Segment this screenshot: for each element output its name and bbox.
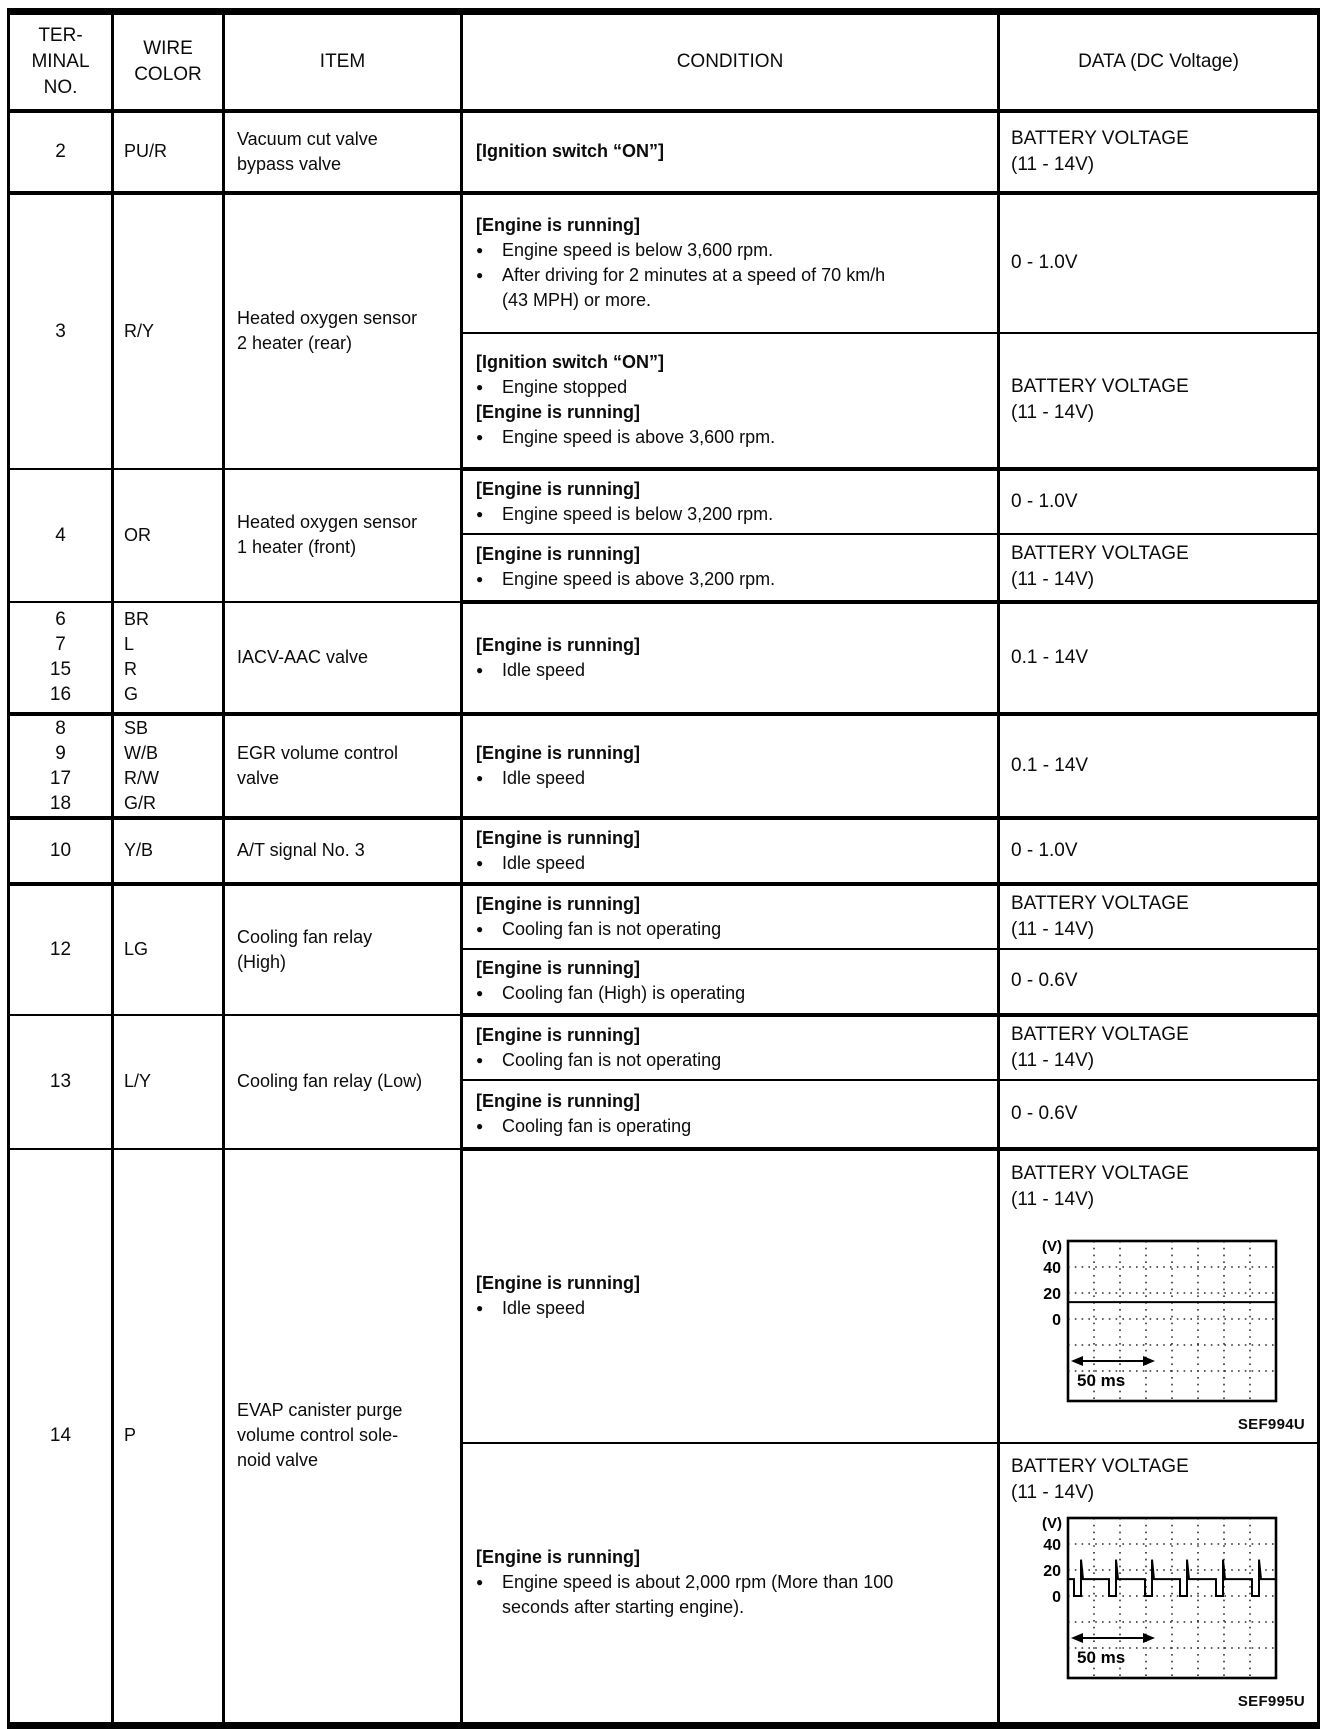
condition-bullet: ● Cooling fan is operating xyxy=(476,1114,987,1139)
svg-text:20: 20 xyxy=(1043,1285,1061,1303)
condition-cell xyxy=(462,1015,999,1080)
col-header-item: ITEM xyxy=(224,12,462,111)
bullet-icon: ● xyxy=(476,1575,484,1590)
item-cell: Heated oxygen sensor 2 heater (rear) xyxy=(224,193,462,469)
terminal-cell: 12 xyxy=(9,884,113,1015)
data-cell: 0 - 1.0V xyxy=(999,818,1319,884)
condition-bullet-continuation: (43 MPH) or more. xyxy=(502,290,652,310)
data-cell: BATTERY VOLTAGE (11 - 14V) xyxy=(999,111,1319,193)
condition-bullet: ● Engine speed is about 2,000 rpm (More than 100 xyxy=(476,1570,987,1595)
wire-color-cell: PU/R xyxy=(113,111,224,193)
condition-cell xyxy=(462,714,999,818)
table-row-terminal-14 xyxy=(9,1149,1319,1443)
condition-bullet: ● Engine stopped xyxy=(476,375,987,400)
svg-text:(V): (V) xyxy=(1042,1514,1062,1532)
oscilloscope-chart-idle xyxy=(1013,1237,1283,1407)
condition-bullet: ● Engine speed is above 3,600 rpm. xyxy=(476,425,987,450)
condition-bullet: ● Engine speed is above 3,200 rpm. xyxy=(476,567,987,592)
table-row-terminal-4 xyxy=(9,469,1319,534)
header-line: NO. xyxy=(43,76,78,98)
condition-title: [Ignition switch “ON”] xyxy=(476,141,664,161)
item-cell: Heated oxygen sensor 1 heater (front) xyxy=(224,469,462,602)
condition-bullet: ● Idle speed xyxy=(476,1296,987,1321)
condition-cell xyxy=(462,884,999,949)
figure-caption: SEF994U xyxy=(1237,1415,1305,1433)
svg-text:40: 40 xyxy=(1043,1259,1061,1277)
condition-title: [Engine is running] xyxy=(476,402,640,422)
figure-caption: SEF995U xyxy=(1237,1692,1305,1710)
item-cell: EVAP canister purge volume control sole- noid valve xyxy=(224,1149,462,1726)
condition-cell xyxy=(462,193,999,333)
bullet-icon: ● xyxy=(476,572,484,586)
item-cell: Vacuum cut valve bypass valve xyxy=(224,111,462,193)
header-line: COLOR xyxy=(134,63,202,85)
condition-bullet: ● Cooling fan is not operating xyxy=(476,917,987,942)
item-cell: IACV-AAC valve xyxy=(224,602,462,714)
bullet-icon: ● xyxy=(476,986,484,1000)
item-cell: Cooling fan relay (High) xyxy=(224,884,462,1015)
data-cell: BATTERY VOLTAGE (11 - 14V) xyxy=(999,884,1319,949)
table-row-terminal-10 xyxy=(9,818,1319,884)
header-line: MINAL xyxy=(31,50,90,72)
item-cell: A/T signal No. 3 xyxy=(224,818,462,884)
bullet-icon: ● xyxy=(476,1118,484,1133)
condition-bullet: ● Idle speed xyxy=(476,658,987,683)
condition-bullet-continuation: seconds after starting engine). xyxy=(502,1597,745,1618)
terminal-cell: 10 xyxy=(9,818,113,884)
terminal-cell: 8 9 17 18 xyxy=(9,714,113,818)
terminal-cell: 6 7 15 16 xyxy=(9,602,113,714)
terminal-cell: 3 xyxy=(9,193,113,469)
svg-text:50 ms: 50 ms xyxy=(1077,1370,1126,1390)
condition-bullet: ● Cooling fan is not operating xyxy=(476,1048,987,1073)
data-cell: BATTERY VOLTAGE (11 - 14V) xyxy=(999,1015,1319,1080)
wire-color-cell: BR L R G xyxy=(113,602,224,714)
condition-bullet: ● Idle speed xyxy=(476,766,987,791)
condition-title: [Ignition switch “ON”] xyxy=(476,352,664,372)
table-row-terminal-12 xyxy=(9,884,1319,949)
col-header-wire-color xyxy=(113,12,224,111)
svg-text:0: 0 xyxy=(1052,1311,1061,1329)
header-line: WIRE xyxy=(143,37,193,59)
data-cell: BATTERY VOLTAGE (11 - 14V) xyxy=(999,534,1319,602)
ecm-terminal-voltage-table xyxy=(7,8,1320,1729)
data-cell: 0.1 - 14V xyxy=(999,602,1319,714)
table-row-terminals-8-9-17-18 xyxy=(9,714,1319,818)
terminal-cell: 13 xyxy=(9,1015,113,1149)
bullet-icon: ● xyxy=(476,855,484,870)
condition-title: [Engine is running] xyxy=(476,958,640,978)
condition-title: [Engine is running] xyxy=(476,893,640,914)
item-cell: EGR volume control valve xyxy=(224,714,462,818)
bullet-icon: ● xyxy=(476,662,484,677)
bullet-icon: ● xyxy=(476,268,484,282)
condition-title: [Engine is running] xyxy=(476,544,640,564)
bullet-icon: ● xyxy=(476,770,484,785)
table-row-terminal-13 xyxy=(9,1015,1319,1080)
condition-bullet: ● After driving for 2 minutes at a speed of 70 km/h xyxy=(476,263,987,288)
data-cell: BATTERY VOLTAGE (11 - 14V) 40 20 0 (V) 50 ms SEF995U xyxy=(999,1443,1319,1726)
wire-color-cell: SB W/B R/W G/R xyxy=(113,714,224,818)
condition-bullet: ● Engine speed is below 3,600 rpm. xyxy=(476,238,987,263)
header-row xyxy=(9,12,1319,111)
oscilloscope-chart-2000rpm xyxy=(1013,1514,1283,1684)
condition-cell xyxy=(462,333,999,469)
item-cell: Cooling fan relay (Low) xyxy=(224,1015,462,1149)
condition-title: [Engine is running] xyxy=(476,1273,640,1293)
wire-color-cell: LG xyxy=(113,884,224,1015)
bullet-icon: ● xyxy=(476,243,484,257)
condition-bullet: ● Idle speed xyxy=(476,851,987,876)
terminal-cell: 14 xyxy=(9,1149,113,1726)
condition-title: [Engine is running] xyxy=(476,634,640,655)
data-cell: 0 - 0.6V xyxy=(999,1080,1319,1149)
svg-text:40: 40 xyxy=(1043,1536,1061,1554)
condition-cell xyxy=(462,818,999,884)
condition-title: [Engine is running] xyxy=(476,1547,640,1568)
condition-cell xyxy=(462,534,999,602)
svg-text:(V): (V) xyxy=(1042,1237,1062,1255)
data-cell: BATTERY VOLTAGE (11 - 14V) 40 20 0 (V) 50 ms SEF994U xyxy=(999,1149,1319,1443)
data-cell: 0.1 - 14V xyxy=(999,714,1319,818)
condition-bullet: ● Cooling fan (High) is operating xyxy=(476,981,987,1006)
wire-color-cell: R/Y xyxy=(113,193,224,469)
data-cell: 0 - 1.0V xyxy=(999,469,1319,534)
wire-color-cell: L/Y xyxy=(113,1015,224,1149)
header-line: TER- xyxy=(38,24,83,46)
bullet-icon: ● xyxy=(476,921,484,936)
bullet-icon: ● xyxy=(476,1052,484,1067)
condition-title: [Engine is running] xyxy=(476,1090,640,1111)
svg-text:0: 0 xyxy=(1052,1588,1061,1606)
condition-title: [Engine is running] xyxy=(476,1024,640,1045)
condition-cell xyxy=(462,1149,999,1443)
table-row-terminal-2 xyxy=(9,111,1319,193)
condition-cell xyxy=(462,1443,999,1726)
condition-title: [Engine is running] xyxy=(476,478,640,499)
table-row-terminal-3 xyxy=(9,193,1319,333)
col-header-condition: CONDITION xyxy=(462,12,999,111)
svg-text:50 ms: 50 ms xyxy=(1077,1647,1126,1667)
data-cell: BATTERY VOLTAGE (11 - 14V) xyxy=(999,333,1319,469)
data-cell: 0 - 0.6V xyxy=(999,949,1319,1015)
condition-title: [Engine is running] xyxy=(476,742,640,763)
terminal-cell: 4 xyxy=(9,469,113,602)
bullet-icon: ● xyxy=(476,1301,484,1315)
condition-cell xyxy=(462,111,999,193)
wire-color-cell: Y/B xyxy=(113,818,224,884)
condition-bullet: ● Engine speed is below 3,200 rpm. xyxy=(476,502,987,527)
condition-title: [Engine is running] xyxy=(476,827,640,848)
table-row-terminals-6-7-15-16 xyxy=(9,602,1319,714)
condition-title: [Engine is running] xyxy=(476,215,640,235)
data-cell: 0 - 1.0V xyxy=(999,193,1319,333)
bullet-icon: ● xyxy=(476,430,484,444)
col-header-data: DATA (DC Voltage) xyxy=(999,12,1319,111)
wire-color-cell: P xyxy=(113,1149,224,1726)
condition-cell xyxy=(462,1080,999,1149)
wire-color-cell: OR xyxy=(113,469,224,602)
col-header-terminal-no xyxy=(9,12,113,111)
condition-cell xyxy=(462,949,999,1015)
svg-text:20: 20 xyxy=(1043,1562,1061,1580)
terminal-cell: 2 xyxy=(9,111,113,193)
condition-cell xyxy=(462,602,999,714)
bullet-icon: ● xyxy=(476,506,484,521)
condition-cell xyxy=(462,469,999,534)
bullet-icon: ● xyxy=(476,380,484,394)
